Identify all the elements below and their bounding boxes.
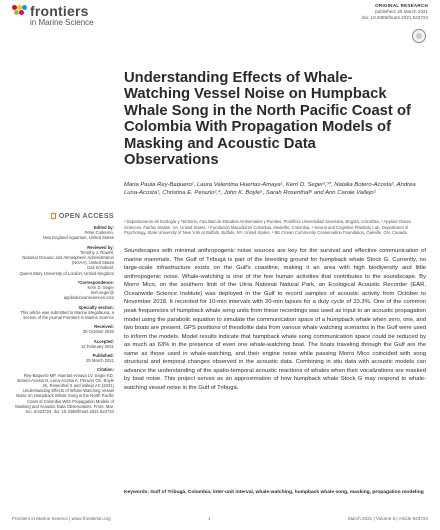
specialty-section-text: This article was submitted to Marine Megafauna, a section of the journal Frontiers in Marine Science <box>20 309 114 321</box>
correspondence-email-2[interactable]: appliedoceansciences.com <box>63 295 114 301</box>
published-date: published: 25 March 2021 <box>375 9 428 15</box>
editor-name: Peter Corkeron, <box>84 230 114 236</box>
specialty-section-label: Specialty section: <box>78 304 114 310</box>
published-label: Published: <box>92 353 114 359</box>
correspondence-label: *Correspondence: <box>77 279 114 285</box>
correspondence-email-1[interactable]: kerr.seger@ <box>91 290 114 296</box>
abstract-text: Soundscapes with minimal anthropogenic noise sources are key for the survival and effective communication of marine mammals. The Gulf of Tribugá is part of the breeding ground for humpback whale Stock G. Currently, no large-scale infrastructure exists on the Gulf's coastline, making it an area with high biodiversity and little anthropogenic noise. Whale-watching is one of the few human activities that contributes to the soundscape. By Morro Mico, on the southern limit of the Utría National Natural Park, an Ecological Acoustic Recorder (EAR, Oceanwide Science Institute) was deployed in the Gulf to record samples of acoustic activity from October to November 2018. It recorded for 10-min intervals with 20-min lapses for a duty cycle of 33.3%. One of the common peak frequencies of humpback whale song units from these recordings was used as input to an acoustic propagation model using the parabolic equation to simulate the communication space of a humpback whale when zero, one, and two boats are present. GPS positions of theodolite data from various whale watching scenarios in the Gulf were used to inform the models. Model results indicate that humpback whale song communication space could be reduced by as much as 63% in the presence of even one whale-watching boat. The boats traveling through the Gulf are the same as those used in whale-watching, and their engine noise while passing Morro Mico coincided with song structural and temporal changes observed in the acoustic data. Combining in situ data with acoustic models can advance the understanding of the spatio-temporal acoustic reactions of whales when their vocalizations are masked by boat noise. This project serves as an approximation of how humpback whale Stock G may respond to whale-watching vessel noise in the Gulf of Tribugá. <box>124 248 426 391</box>
citation-label: Citation: <box>97 367 114 373</box>
frontiers-logo-icon <box>12 5 27 20</box>
keywords-label: Keywords: <box>124 490 150 495</box>
footer-article-info: March 2021 | Volume 8 | Article 623724 <box>347 516 428 521</box>
keywords-list: Gulf of Tribugá, Colombia, inter-unit interval, whale-watching, humpback whale song, masking, propagation modeling <box>150 490 424 495</box>
open-access-label[interactable] <box>14 212 114 221</box>
article-meta <box>362 3 428 22</box>
open-access-text: OPEN ACCESS <box>58 213 114 220</box>
page-header <box>0 0 440 46</box>
check-for-updates-icon[interactable] <box>412 29 426 43</box>
accepted-label: Accepted: <box>93 338 114 344</box>
article-type: ORIGINAL RESEARCH <box>375 3 428 8</box>
accepted-date: 12 February 2021 <box>80 343 114 349</box>
footer-page-number: 1 <box>208 516 211 521</box>
correspondence-name: Kerri D. Seger <box>87 285 114 291</box>
reviewer-2-name: Gail Schofield, <box>87 265 114 271</box>
reviewer-1-affiliation: National Oceanic and Atmospheric Administration (NOAA), United States <box>22 255 114 266</box>
frontiers-logo[interactable] <box>12 4 94 27</box>
sidebar-published-date: 25 March 2021 <box>86 358 114 364</box>
reviewer-2-affiliation: Queen Mary University of London, United Kingdom <box>19 270 114 276</box>
reviewed-by-label: Reviewed by: <box>87 244 114 250</box>
editor-affiliation: New England Aquarium, United States <box>42 235 114 241</box>
keywords <box>124 490 426 497</box>
check-for-updates-inner <box>416 33 422 39</box>
footer-journal-link[interactable]: Frontiers in Marine Science | www.frontiersin.org <box>12 516 111 521</box>
page-footer <box>12 512 428 526</box>
author-list: Maria Paula Rey-Baquero¹, Laura Valentina Huertas-Amaya¹, Kerri D. Seger²,³*, Natalia Botero-Acosta², Andrea Luna-Acosta¹, Christina E. Perazio²,⁴, John K. Boyle⁵, Sarah Rosenthal⁶ and Ann Carole Vallejo² <box>124 182 416 197</box>
logo-journal-text: in Marine Science <box>30 17 94 27</box>
article-sidebar <box>14 212 114 414</box>
article-doi[interactable]: doi: 10.3389/fmars.2021.623724 <box>361 15 428 21</box>
author-affiliations: ¹ Departamento de Ecología y Territorio, Facultad de Estudios Ambientales y Rurales, Pontificia Universidad Javeriana, Bogotá, Colombia, ² Applied Ocean Sciences, Fairfax Station, VA, United States, ³ Fundación Macuáticos Colombia, Medellín, Colombia, ⁴ Neural and Cognitive Plasticity Lab, Department of Psychology, State University of New York at Buffalo, Buffalo, NY, United States, ⁵ BE Ocean Community Conservation Foundation, Oakville, ON, Canada <box>124 219 411 236</box>
article-title: Understanding Effects of Whale-Watching Vessel Noise on Humpback Whale Song in the North Pacific Coast of Colombia With Propagation Models of Masking and Acoustic Data Observations <box>124 70 411 169</box>
open-access-icon <box>51 213 56 219</box>
logo-frontiers-text: frontiers <box>30 3 89 19</box>
received-label: Received: <box>94 324 114 330</box>
edited-by-label: Edited by: <box>93 225 114 230</box>
citation-text: Rey-Baquero MP, Huertas-Amaya LV, Seger KD, Botero-Acosta N, Luna-Acosta A, Perazio CE, Boyle JK, Rosenthal S and Vallejo AC (2021) Understanding Effects of Whale-Watching Vessel Noise on Humpback Whale Song in the North Pacific Coast of Colombia With Propagation Models of Masking and Acoustic Data Observations. Front. Mar. Sci. 8:623724. doi: 10.3389/fmars.2021.623724 <box>15 372 114 415</box>
received-date: 30 October 2020 <box>82 329 114 335</box>
reviewer-1-name: Timothy J. Rowell, <box>79 249 114 255</box>
